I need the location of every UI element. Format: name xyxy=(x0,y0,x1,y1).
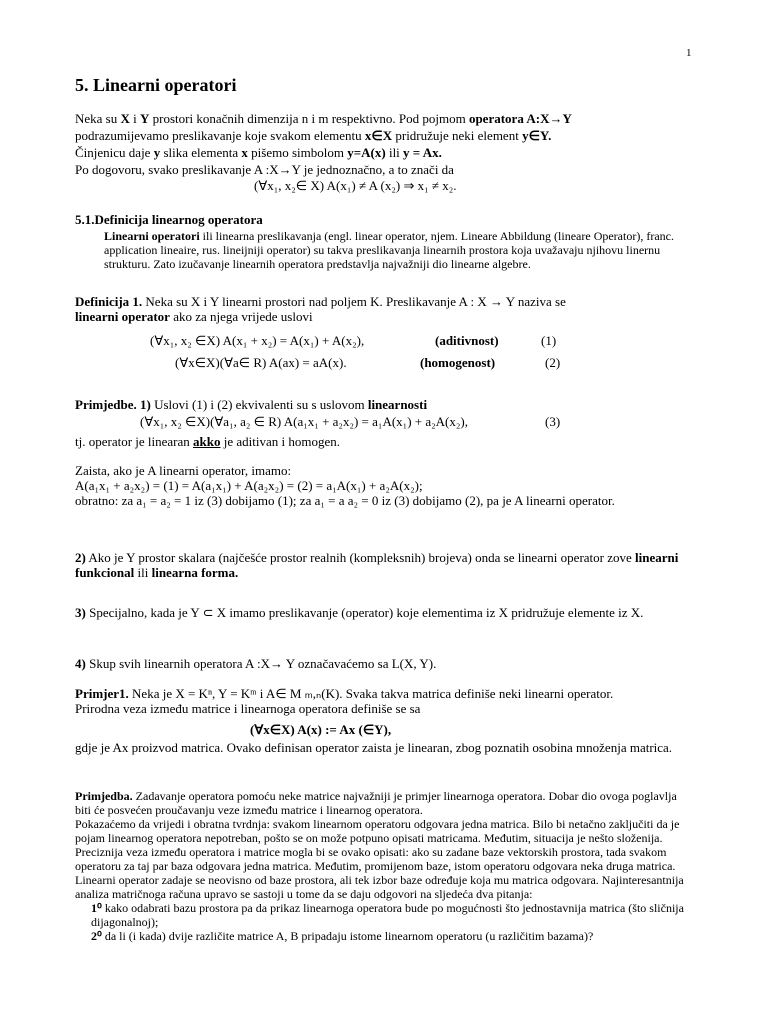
homogeneity-formula: (∀x∈X)(∀a∈ R) A(ax) = aA(x). xyxy=(175,355,347,370)
remark-1-proof: Zaista, ako je A linearni operator, imamo: A(a₁x₁ + a₂x₂) = (1) = A(a₁x₁) + A(a₂x₂) = (2) = a₁A(x₁) + a₂A(x₂); obratno: za a₁ = a₂ = 1 iz (3) dobijamo (1); za a₁ = a a₂ = 0 iz (3) dobijamo (2), pa je A linearni operator. xyxy=(75,463,615,508)
remark-1-conclusion: tj. operator je linearan akko je aditivan i homogen. xyxy=(75,434,341,449)
remark-1: Primjedbe. 1) Uslovi (1) i (2) ekvivalenti su s uslovom linearnosti xyxy=(75,397,428,412)
intro-line-4: Po dogovoru, svako preslikavanje A :X→Y je jednoznačno, a to znači da xyxy=(75,162,454,177)
additivity-formula: (∀x₁, x₂ ∈X) A(x₁ + x₂) = A(x₁) + A(x₂), xyxy=(150,333,365,348)
page-number: 1 xyxy=(686,47,692,59)
intro-line-1: Neka su X i Y prostori konačnih dimenzija n i m respektivno. Pod pojmom operatora A:X→Y xyxy=(75,111,572,126)
example-1: Primjer1. Neka je X = Kⁿ, Y = Kᵐ i A∈ M ₘ,ₙ(K). Svaka takva matrica definiše neki linearni operator. Prirodna veza između matrice i linearnoga operatora definiše se sa xyxy=(75,686,614,716)
remark-3: 3) Specijalno, kada je Y ⊂ X imamo preslikavanje (operator) koje elementima iz X pridružuje elemente iz X. xyxy=(75,605,644,620)
question-1: 1⁰ kako odabrati bazu prostora pa da prikaz linearnoga operatora bude po mogućnosti što jednostavnija matrica (što sličnija dijagonalnoj); xyxy=(91,901,684,929)
chapter-title: 5. Linearni operatori xyxy=(75,75,237,95)
equation-number-3: (3) xyxy=(545,414,561,429)
equation-number-1: (1) xyxy=(541,333,557,348)
remark-4: 4) Skup svih linearnih operatora A :X→ Y označavaćemo sa L(X, Y). xyxy=(75,656,437,671)
homogeneity-label: (homogenost) xyxy=(420,355,496,370)
question-2: 2⁰ da li (i kada) dvije različite matrice A, B pripadaju istome linearnom operatoru (u različitim bazama)? xyxy=(91,929,594,943)
section-heading-5-1: 5.1.Definicija linearnog operatora xyxy=(75,212,263,227)
intro-line-2: podrazumijevamo preslikavanje koje svakom elementu x∈X pridružuje neki element y∈Y. xyxy=(75,128,552,143)
example-1-explanation: gdje je Ax proizvod matrica. Ovako definisan operator zaista je linearan, zbog poznatih osobina množenja matrica. xyxy=(75,740,673,755)
remark-2: 2) Ako je Y prostor skalara (najčešće prostor realnih (kompleksnih) brojeva) onda se linearni operator zove linearni funkcional ili linearna forma. xyxy=(75,550,679,580)
matrix-operator-formula: (∀x∈X) A(x) := Ax (∈Y), xyxy=(250,722,392,737)
final-remark: Primjedba. Zadavanje operatora pomoću neke matrice najvažniji je primjer linearnoga operatora. Dobar dio ovoga poglavlja biti će posvećen proučavanju veze između matrice i linearnog operatora. Pokazaćemo da vrijedi i obratna tvrdnja: svakom linearnom operatoru odgovara jedna matrica. Bilo bi netačno zaključiti da je pojam linearnog operatora nepotreban, pošto se on može potpuno opisati matricama. Međutim, situacija je nešto složenija. Preciznija veza između operatora i matrice mogla bi se ovako opisati: ako su zadane baze vektorskih prostora, tada svakom operatoru za taj par baza odgovara jedna matrica. Međutim, promijenom baze, istom operatoru odgovara neka druga matrica. Linearni operator zadaje se neovisno od baze prostora, ali tek izbor baze određuje koja mu matrica odgovara. Najinteresantnija analiza matričnoga računa upravo se sastoji u tome da se daju odgovori na sljedeća dva pitanja: 1⁰ kako odabrati bazu prostora pa da prikaz linearnoga operatora bude po mogućnosti što jednostavnija matrica (što sličnija dijagonalnoj); 2⁰ da li (i kada) dvije različite matrice A, B pripadaju istome linearnom operatoru (u različitim bazama)? xyxy=(75,789,695,943)
additivity-label: (aditivnost) xyxy=(435,333,499,348)
linearity-formula: (∀x₁, x₂ ∈X)(∀a₁, a₂ ∈ R) A(a₁x₁ + a₂x₂) = a₁A(x₁) + a₂A(x₂), xyxy=(140,414,468,429)
injectivity-formula: (∀x₁, x₂∈ X) A(x₁) ≠ A (x₂) ⇒ x₁ ≠ x₂. xyxy=(254,178,457,193)
section-5-1-paragraph: Linearni operatori ili linearna preslikavanja (engl. linear operator, njem. Lineare Abbildung (lineare Operator), franc. application lineaire, rus. lineijniji operator) su takva preslikavanja linearnih prostora koja uvažavaju njihovu linernu strukturu. Zato izučavanje linearnih operatora predstavlja najvažniji dio linearne algebre. xyxy=(104,229,674,271)
intro-line-3: Činjenicu daje y slika elementa x pišemo simbolom y=A(x) ili y = Ax. xyxy=(75,145,442,160)
definition-1: Definicija 1. Neka su X i Y linearni prostori nad poljem K. Preslikavanje A : X → Y naziva se linearni operator ako za njega vrijede uslovi xyxy=(75,294,566,324)
equation-number-2: (2) xyxy=(545,355,561,370)
